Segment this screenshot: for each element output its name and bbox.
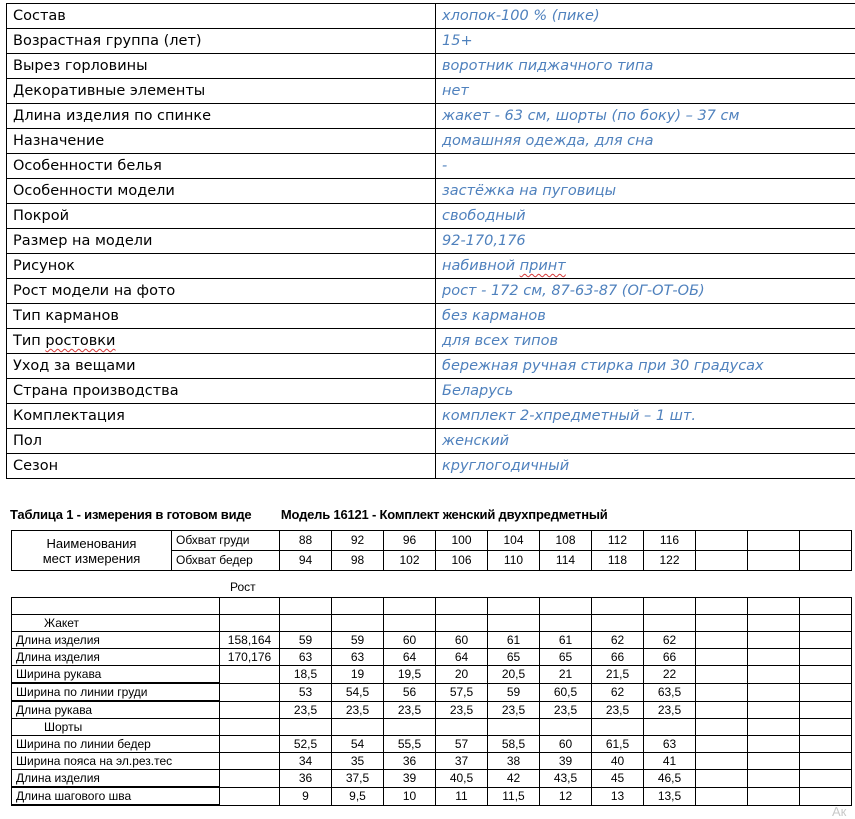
empty-cell — [800, 632, 852, 649]
measurement-value: 60 — [540, 736, 592, 753]
measurement-value: 23,5 — [436, 701, 488, 719]
chest-row — [12, 531, 852, 551]
empty-cell — [800, 649, 852, 666]
measurement-value: 13 — [592, 787, 644, 805]
measurement-value: 19,5 — [384, 666, 436, 684]
hips-size-cell: 98 — [332, 551, 384, 571]
attribute-row — [7, 404, 855, 429]
measurement-value: 56 — [384, 683, 436, 701]
measurement-row — [12, 632, 852, 649]
empty-cell — [696, 598, 748, 615]
empty-cell — [488, 598, 540, 615]
empty-cell — [384, 719, 436, 736]
attribute-row — [7, 204, 855, 229]
measurement-value: 36 — [384, 753, 436, 770]
measurement-value: 65 — [540, 649, 592, 666]
attribute-value: набивной принт — [436, 254, 855, 279]
chest-size-cell: 92 — [332, 531, 384, 551]
measurement-value: 63,5 — [644, 683, 696, 701]
measurement-rows — [12, 598, 852, 806]
empty-cell — [748, 632, 800, 649]
attribute-value: 15+ — [436, 29, 855, 54]
empty-cell — [332, 719, 384, 736]
attribute-row — [7, 154, 855, 179]
measurement-value: 10 — [384, 787, 436, 805]
measurement-value: 36 — [280, 770, 332, 788]
measurement-table-title — [10, 507, 608, 522]
empty-cell — [696, 551, 748, 571]
height-cell — [220, 770, 280, 788]
height-cell: 158,164 — [220, 632, 280, 649]
measurement-value: 23,5 — [280, 701, 332, 719]
attribute-key: Размер на модели — [7, 229, 436, 254]
spellcheck-underline: ростовки — [45, 333, 115, 349]
chest-label: Обхват груди — [172, 531, 280, 551]
empty-cell — [644, 598, 696, 615]
attribute-row — [7, 29, 855, 54]
measurement-value: 35 — [332, 753, 384, 770]
measurement-value: 62 — [592, 683, 644, 701]
empty-cell — [800, 787, 852, 805]
attribute-row — [7, 354, 855, 379]
attribute-key: Рост модели на фото — [7, 279, 436, 304]
empty-cell — [592, 719, 644, 736]
empty-cell — [488, 719, 540, 736]
measurement-name: Ширина рукава — [12, 666, 220, 684]
empty-cell — [748, 683, 800, 701]
empty-cell — [800, 598, 852, 615]
empty-cell — [280, 719, 332, 736]
empty-cell — [748, 753, 800, 770]
attribute-value: свободный — [436, 204, 855, 229]
attribute-value: застёжка на пуговицы — [436, 179, 855, 204]
attribute-key: Сезон — [7, 454, 436, 479]
measurement-value: 62 — [592, 632, 644, 649]
attribute-row — [7, 54, 855, 79]
measurement-value: 66 — [592, 649, 644, 666]
chest-size-cell: 100 — [436, 531, 488, 551]
measurement-value: 59 — [280, 632, 332, 649]
empty-cell — [488, 615, 540, 632]
measurement-value: 23,5 — [488, 701, 540, 719]
measurement-value: 23,5 — [332, 701, 384, 719]
empty-cell — [280, 615, 332, 632]
measurement-value: 61,5 — [592, 736, 644, 753]
measurement-value: 59 — [332, 632, 384, 649]
measurement-value: 59 — [488, 683, 540, 701]
attribute-value: бережная ручная стирка при 30 градусах — [436, 354, 855, 379]
empty-cell — [800, 753, 852, 770]
empty-cell — [800, 770, 852, 788]
measurement-value: 43,5 — [540, 770, 592, 788]
names-header-line2: мест измерения — [43, 551, 141, 566]
measurement-value: 12 — [540, 787, 592, 805]
attribute-value: для всех типов — [436, 329, 855, 354]
measurement-row — [12, 770, 852, 788]
measurement-name: Ширина по линии бедер — [12, 736, 220, 753]
measurement-value: 53 — [280, 683, 332, 701]
measurement-name: Длина изделия — [12, 770, 220, 788]
empty-cell — [436, 615, 488, 632]
attribute-key: Рисунок — [7, 254, 436, 279]
attribute-key: Состав — [7, 4, 436, 29]
empty-cell — [748, 551, 800, 571]
empty-cell — [384, 598, 436, 615]
measurement-value: 55,5 — [384, 736, 436, 753]
table-caption: Таблица 1 - измерения в готовом виде — [10, 507, 251, 522]
measurement-body-table — [11, 597, 852, 806]
measurement-row — [12, 701, 852, 719]
empty-cell — [696, 531, 748, 551]
measurement-value: 39 — [384, 770, 436, 788]
hips-label: Обхват бедер — [172, 551, 280, 571]
measurement-value: 34 — [280, 753, 332, 770]
chest-size-cell: 96 — [384, 531, 436, 551]
attribute-value: домашняя одежда, для сна — [436, 129, 855, 154]
attribute-key: Назначение — [7, 129, 436, 154]
section-label: Шорты — [12, 719, 220, 736]
measurement-value: 46,5 — [644, 770, 696, 788]
hips-size-cell: 102 — [384, 551, 436, 571]
empty-cell — [696, 666, 748, 684]
empty-cell — [748, 787, 800, 805]
spacer-row — [12, 598, 852, 615]
attribute-key: Тип ростовки — [7, 329, 436, 354]
empty-cell — [800, 736, 852, 753]
model-caption: Модель 16121 - Комплект женский двухпредметный — [281, 507, 608, 522]
measurement-name: Длина изделия — [12, 632, 220, 649]
attribute-key: Уход за вещами — [7, 354, 436, 379]
empty-cell — [748, 719, 800, 736]
measurement-value: 20 — [436, 666, 488, 684]
measurement-name: Длина изделия — [12, 649, 220, 666]
empty-cell — [384, 615, 436, 632]
attribute-key: Возрастная группа (лет) — [7, 29, 436, 54]
measurement-value: 41 — [644, 753, 696, 770]
empty-cell — [748, 701, 800, 719]
empty-cell — [800, 531, 852, 551]
measurement-value: 40 — [592, 753, 644, 770]
empty-cell — [332, 615, 384, 632]
attribute-value: 92-170,176 — [436, 229, 855, 254]
measurement-value: 54,5 — [332, 683, 384, 701]
section-row — [12, 719, 852, 736]
measurement-value: 62 — [644, 632, 696, 649]
attribute-value: рост - 172 см, 87-63-87 (ОГ-ОТ-ОБ) — [436, 279, 855, 304]
hips-size-cell: 106 — [436, 551, 488, 571]
attribute-row — [7, 179, 855, 204]
corner-watermark: Ак — [832, 804, 846, 819]
section-label: Жакет — [12, 615, 220, 632]
attribute-key: Тип карманов — [7, 304, 436, 329]
measurement-value: 52,5 — [280, 736, 332, 753]
attribute-key: Покрой — [7, 204, 436, 229]
empty-cell — [748, 736, 800, 753]
empty-cell — [696, 683, 748, 701]
measurement-value: 23,5 — [540, 701, 592, 719]
measurement-row — [12, 683, 852, 701]
attribute-value: жакет - 63 см, шорты (по боку) – 37 см — [436, 104, 855, 129]
empty-cell — [12, 598, 220, 615]
measurement-name: Ширина пояса на эл.рез.тес — [12, 753, 220, 770]
attribute-row — [7, 229, 855, 254]
measurement-value: 39 — [540, 753, 592, 770]
empty-cell — [540, 615, 592, 632]
measurement-name: Ширина по линии груди — [12, 683, 220, 701]
hips-size-cell: 118 — [592, 551, 644, 571]
hips-size-cell: 110 — [488, 551, 540, 571]
measurement-value: 63 — [332, 649, 384, 666]
attribute-key: Вырез горловины — [7, 54, 436, 79]
measurement-value: 64 — [436, 649, 488, 666]
measurement-value: 22 — [644, 666, 696, 684]
measurement-value: 11,5 — [488, 787, 540, 805]
attribute-row — [7, 329, 855, 354]
measurement-value: 37 — [436, 753, 488, 770]
height-cell — [220, 666, 280, 684]
height-cell — [220, 701, 280, 719]
attribute-value: нет — [436, 79, 855, 104]
height-cell: 170,176 — [220, 649, 280, 666]
measurement-value: 42 — [488, 770, 540, 788]
measurement-value: 66 — [644, 649, 696, 666]
empty-cell — [800, 719, 852, 736]
measurement-value: 60,5 — [540, 683, 592, 701]
empty-cell — [696, 701, 748, 719]
empty-cell — [696, 770, 748, 788]
empty-cell — [800, 666, 852, 684]
measurement-value: 65 — [488, 649, 540, 666]
empty-cell — [696, 649, 748, 666]
attribute-row — [7, 454, 855, 479]
attribute-key: Страна производства — [7, 379, 436, 404]
attribute-row — [7, 4, 855, 29]
measurement-value: 40,5 — [436, 770, 488, 788]
empty-cell — [220, 615, 280, 632]
empty-cell — [696, 615, 748, 632]
measurement-value: 13,5 — [644, 787, 696, 805]
attribute-value: хлопок-100 % (пике) — [436, 4, 855, 29]
hips-size-cell: 94 — [280, 551, 332, 571]
empty-cell — [220, 598, 280, 615]
attributes-body — [7, 4, 855, 479]
height-label: Рост — [230, 580, 256, 594]
chest-size-cell: 108 — [540, 531, 592, 551]
empty-cell — [540, 719, 592, 736]
empty-cell — [436, 598, 488, 615]
empty-cell — [540, 598, 592, 615]
attribute-row — [7, 129, 855, 154]
attribute-row — [7, 79, 855, 104]
empty-cell — [696, 787, 748, 805]
measurement-value: 61 — [540, 632, 592, 649]
measurement-value: 18,5 — [280, 666, 332, 684]
measurement-value: 23,5 — [644, 701, 696, 719]
attribute-row — [7, 429, 855, 454]
chest-size-cell: 104 — [488, 531, 540, 551]
measurement-value: 38 — [488, 753, 540, 770]
product-attributes-table — [6, 3, 855, 479]
attribute-row — [7, 279, 855, 304]
empty-cell — [644, 719, 696, 736]
measurement-row — [12, 666, 852, 684]
attribute-value: женский — [436, 429, 855, 454]
chest-size-cell: 88 — [280, 531, 332, 551]
measurement-value: 57,5 — [436, 683, 488, 701]
measurement-value: 20,5 — [488, 666, 540, 684]
empty-cell — [436, 719, 488, 736]
empty-cell — [748, 615, 800, 632]
attribute-row — [7, 304, 855, 329]
attribute-row — [7, 379, 855, 404]
attribute-value: воротник пиджачного типа — [436, 54, 855, 79]
attribute-key: Особенности белья — [7, 154, 436, 179]
names-header-line1: Наименования — [47, 536, 137, 551]
empty-cell — [644, 615, 696, 632]
empty-cell — [748, 666, 800, 684]
attribute-value: Беларусь — [436, 379, 855, 404]
measurement-value: 23,5 — [592, 701, 644, 719]
empty-cell — [592, 615, 644, 632]
attribute-row — [7, 104, 855, 129]
measurement-value: 11 — [436, 787, 488, 805]
section-row — [12, 615, 852, 632]
chest-size-cell: 116 — [644, 531, 696, 551]
empty-cell — [748, 770, 800, 788]
measurement-name: Длина шагового шва — [12, 787, 220, 805]
attribute-key: Длина изделия по спинке — [7, 104, 436, 129]
height-cell — [220, 683, 280, 701]
empty-cell — [592, 598, 644, 615]
measurement-value: 61 — [488, 632, 540, 649]
measurement-value: 9 — [280, 787, 332, 805]
empty-cell — [748, 598, 800, 615]
measurement-value: 58,5 — [488, 736, 540, 753]
empty-cell — [800, 683, 852, 701]
height-cell — [220, 736, 280, 753]
attribute-value: комплект 2-хпредметный – 1 шт. — [436, 404, 855, 429]
empty-cell — [800, 701, 852, 719]
empty-cell — [800, 551, 852, 571]
attribute-value: круглогодичный — [436, 454, 855, 479]
spellcheck-underline: принт — [520, 258, 566, 274]
empty-cell — [800, 615, 852, 632]
measurement-row — [12, 753, 852, 770]
measurement-value: 54 — [332, 736, 384, 753]
measurement-value: 23,5 — [384, 701, 436, 719]
measurement-header-table — [11, 530, 852, 571]
measurement-value: 60 — [436, 632, 488, 649]
measurement-value: 21,5 — [592, 666, 644, 684]
empty-cell — [696, 736, 748, 753]
measurement-value: 21 — [540, 666, 592, 684]
height-cell — [220, 753, 280, 770]
attribute-value: без карманов — [436, 304, 855, 329]
names-header-cell — [12, 531, 172, 571]
measurement-value: 37,5 — [332, 770, 384, 788]
measurement-value: 19 — [332, 666, 384, 684]
measurement-value: 45 — [592, 770, 644, 788]
measurement-value: 63 — [280, 649, 332, 666]
empty-cell — [696, 632, 748, 649]
empty-cell — [748, 531, 800, 551]
empty-cell — [748, 649, 800, 666]
empty-cell — [696, 753, 748, 770]
attribute-key: Пол — [7, 429, 436, 454]
attribute-key: Особенности модели — [7, 179, 436, 204]
empty-cell — [696, 719, 748, 736]
measurement-name: Длина рукава — [12, 701, 220, 719]
chest-size-cell: 112 — [592, 531, 644, 551]
attribute-value: - — [436, 154, 855, 179]
hips-size-cell: 122 — [644, 551, 696, 571]
height-cell — [220, 787, 280, 805]
measurement-row — [12, 787, 852, 805]
measurement-value: 57 — [436, 736, 488, 753]
hips-size-cell: 114 — [540, 551, 592, 571]
measurement-row — [12, 736, 852, 753]
attribute-key: Комплектация — [7, 404, 436, 429]
measurement-value: 63 — [644, 736, 696, 753]
measurement-row — [12, 649, 852, 666]
measurement-value: 9,5 — [332, 787, 384, 805]
measurement-value: 60 — [384, 632, 436, 649]
measurement-value: 64 — [384, 649, 436, 666]
empty-cell — [280, 598, 332, 615]
attribute-key: Декоративные элементы — [7, 79, 436, 104]
empty-cell — [220, 719, 280, 736]
attribute-row — [7, 254, 855, 279]
empty-cell — [332, 598, 384, 615]
